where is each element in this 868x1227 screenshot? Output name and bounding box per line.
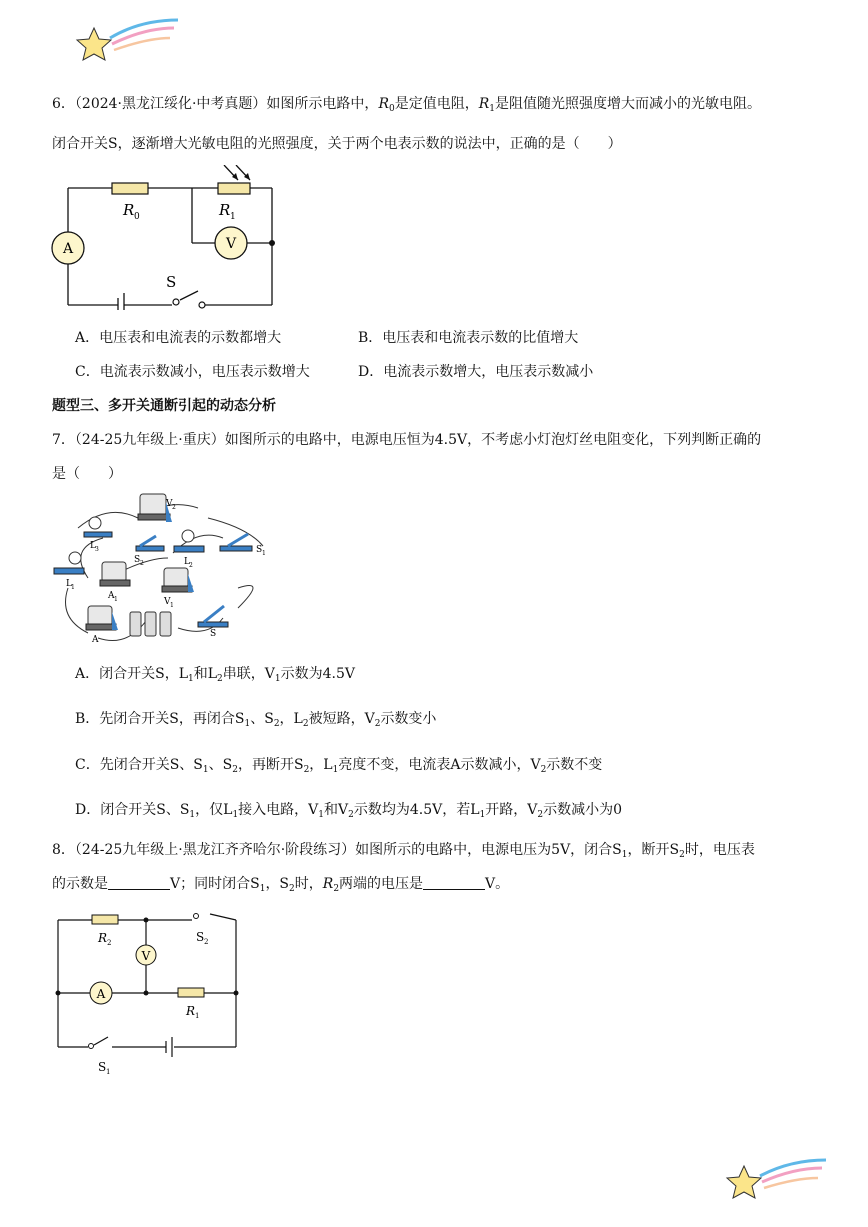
shooting-star-bottom-icon [722, 1154, 832, 1204]
q7-v2-meter-icon [140, 494, 166, 516]
q6-stem-line1: 6．（2024·黑龙江绥化·中考真题）如图所示电路中，$R_0$是定值电阻，$R_1$是阻值随光照强度增大而减小的光敏电阻。 [52, 96, 761, 114]
q7-battery-icon [130, 612, 141, 636]
svg-text:L: L [90, 541, 96, 551]
q6-option-a: A．电压表和电流表的示数都增大 [75, 330, 282, 346]
svg-text:L: L [66, 579, 72, 589]
q7-stem-line1: 7．（24-25九年级上·重庆）如图所示的电路中，电源电压恒为4.5V，不考虑小灯泡灯丝电阻变化，下列判断正确的 [52, 432, 762, 448]
q7-a-meter-icon [88, 606, 112, 626]
svg-text:2: 2 [172, 504, 176, 511]
answer-blank-2[interactable] [423, 875, 485, 890]
q6-r0-resistor [112, 183, 148, 194]
q6-stem-line2: 闭合开关S，逐渐增大光敏电阻的光照强度，关于两个电表示数的说法中，正确的是（ ） [52, 136, 622, 152]
svg-text:A: A [62, 241, 74, 257]
q7-l3-bulb-icon [89, 517, 101, 529]
svg-text:1: 1 [262, 550, 266, 557]
svg-text:1: 1 [114, 596, 118, 603]
svg-text:L: L [184, 557, 190, 567]
svg-text:S: S [256, 545, 263, 555]
svg-text:A: A [108, 591, 115, 601]
q7-l2-bulb-icon [182, 530, 194, 542]
q7-option-b: B．先闭合开关S，再闭合$S_1$、$S_2$，$L_2$被短路，$V_2$示数变小 [75, 711, 437, 729]
svg-text:S: S [98, 1060, 107, 1074]
svg-text:1: 1 [106, 1068, 111, 1076]
q7-option-c: C．先闭合开关S、$S_1$、$S_2$，再断开$S_2$，$L_1$亮度不变，电流表A示数减小，$V_2$示数不变 [75, 757, 603, 775]
svg-text:A: A [96, 987, 106, 1001]
section-heading: 题型三、多开关通断引起的动态分析 [52, 398, 276, 414]
q6-option-b: B．电压表和电流表示数的比值增大 [358, 330, 579, 346]
q7-option-a: A．闭合开关S，$L_1$和$L_2$串联，$V_1$示数为4.5V [75, 666, 355, 684]
shooting-star-top-icon [70, 14, 180, 66]
q7-a1-meter-icon [102, 562, 126, 582]
svg-text:1: 1 [195, 1012, 200, 1020]
svg-text:2: 2 [204, 938, 209, 946]
svg-text:2: 2 [189, 562, 193, 569]
svg-text:S: S [210, 629, 217, 639]
q6-r1-resistor [218, 183, 250, 194]
q8-r2-resistor [92, 915, 118, 924]
q8-circuit-diagram [50, 905, 250, 1080]
q7-s1-switch-icon [220, 546, 252, 551]
svg-text:R: R [98, 931, 108, 945]
q7-stem-line2: 是（ ） [52, 466, 122, 482]
svg-text:V: V [141, 949, 151, 963]
q7-option-d: D．闭合开关S、$S_1$，仅$L_1$接入电路，$V_1$和$V_2$示数均为4.5V，若$L_1$开路，$V_2$示数减小为0 [75, 802, 623, 820]
q8-r1-resistor [178, 988, 204, 997]
q7-l1-bulb-icon [69, 552, 81, 564]
q8-stem-line1: 8．（24-25九年级上·黑龙江齐齐哈尔·阶段练习）如图所示的电路中，电源电压为5V，闭合$S_1$，断开$S_2$时，电压表 [52, 842, 755, 860]
svg-text:0: 0 [134, 212, 140, 222]
svg-text:R: R [219, 201, 231, 219]
svg-text:3: 3 [95, 546, 99, 553]
q6-option-d: D．电流表示数增大，电压表示数减小 [358, 364, 594, 380]
q6-option-c: C．电流表示数减小，电压表示数增大 [75, 364, 310, 380]
svg-text:S: S [166, 273, 177, 291]
svg-text:1: 1 [170, 602, 174, 609]
q8-stem-line2: 的示数是 V；同时闭合$S_1$，$S_2$时，$R_2$两端的电压是 V。 [52, 876, 510, 894]
answer-blank-1[interactable] [108, 875, 170, 890]
svg-text:2: 2 [107, 939, 112, 947]
svg-text:A: A [92, 635, 99, 645]
q7-s-switch-icon [198, 622, 228, 627]
q7-s2-switch-icon [136, 546, 164, 551]
svg-text:1: 1 [71, 584, 75, 591]
q7-circuit-photo-diagram [48, 488, 284, 648]
svg-text:S: S [196, 930, 205, 944]
svg-text:2: 2 [140, 560, 144, 567]
svg-text:1: 1 [230, 212, 236, 222]
svg-text:V: V [225, 236, 237, 252]
q6-circuit-diagram [50, 165, 285, 310]
q7-v1-meter-icon [164, 568, 188, 588]
svg-text:S: S [134, 555, 141, 565]
svg-text:V: V [166, 499, 173, 509]
svg-text:R: R [186, 1004, 196, 1018]
svg-text:V: V [164, 597, 171, 607]
svg-text:R: R [123, 201, 135, 219]
